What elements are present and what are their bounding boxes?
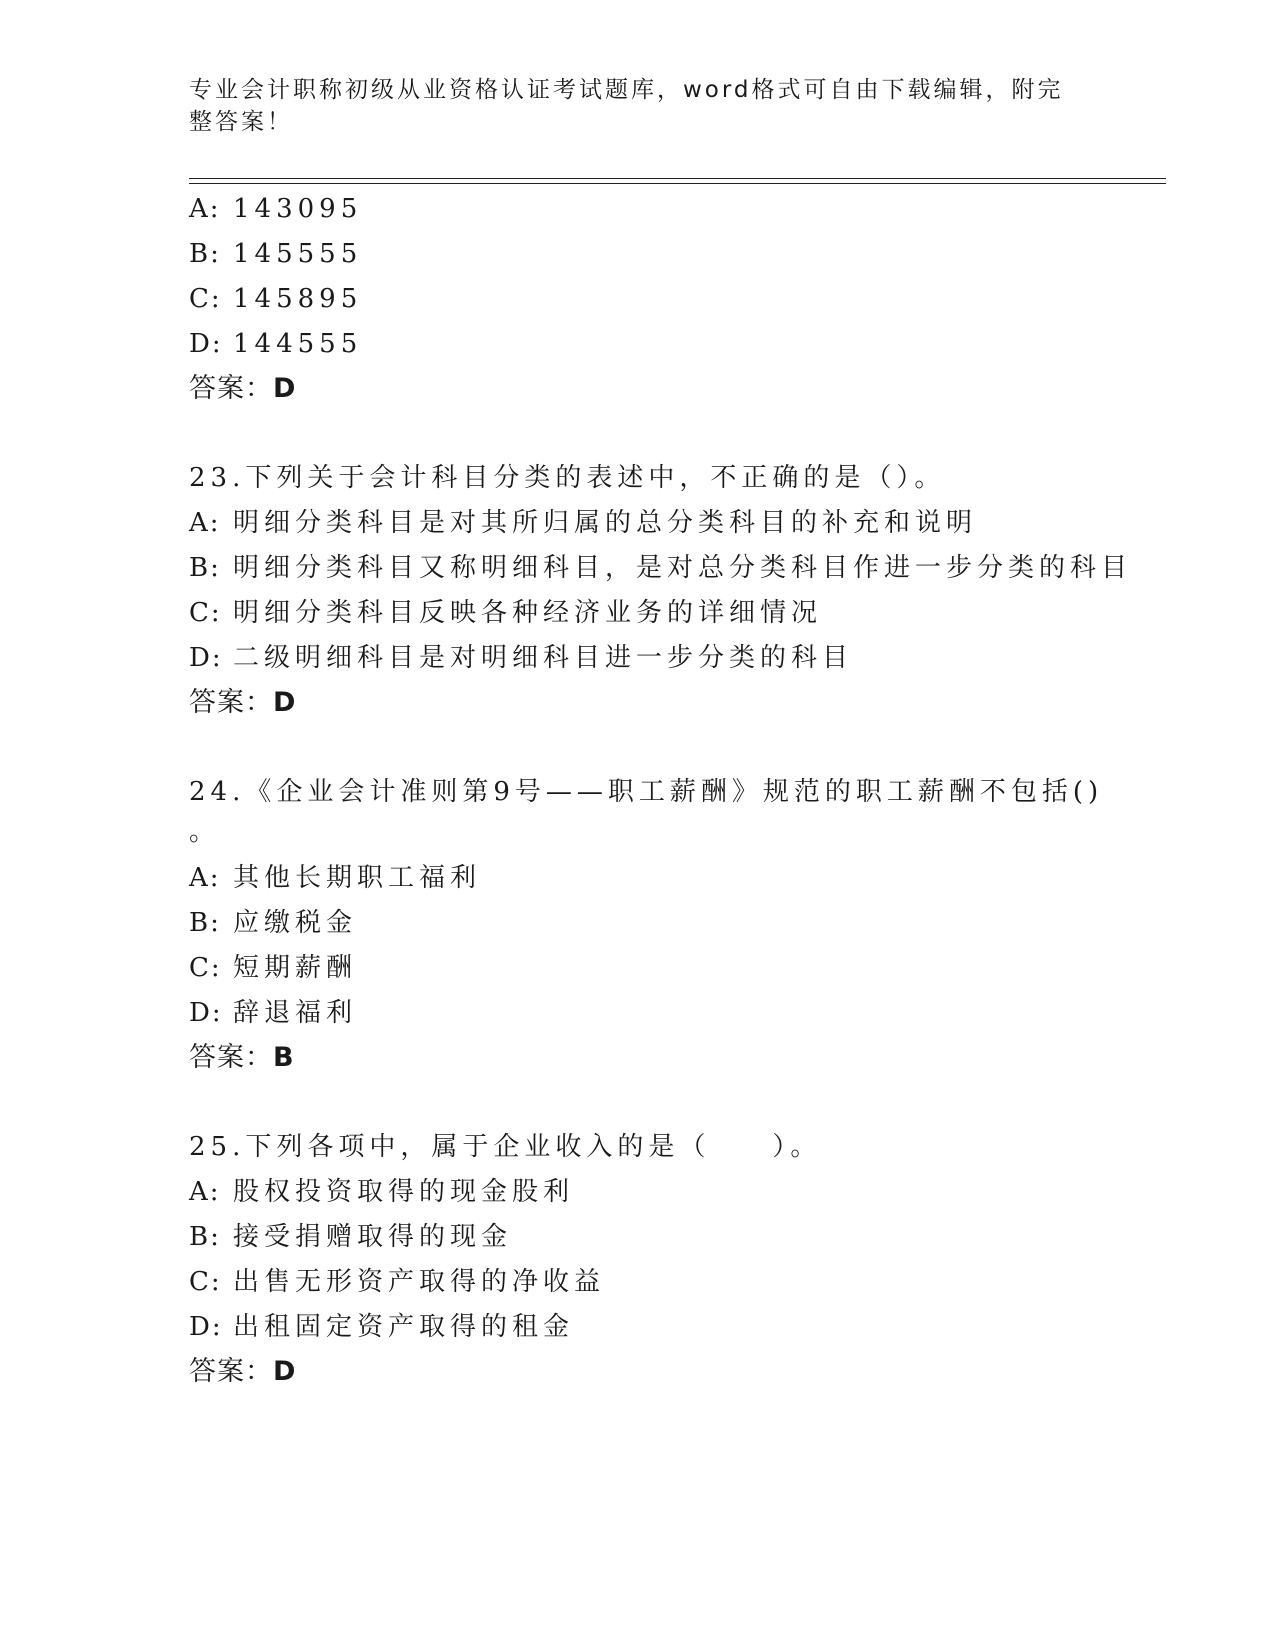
option-text: 短期薪酬: [233, 953, 358, 983]
option-row: [189, 996, 357, 1030]
option-label: D:: [189, 643, 223, 673]
option-row: [189, 1265, 605, 1299]
option-label: A:: [189, 863, 221, 893]
option-row: [189, 861, 481, 895]
answer-line: [189, 1355, 296, 1389]
option-text: 接受捐赠取得的现金: [233, 1222, 513, 1252]
option-row: [189, 282, 362, 316]
option-text: 辞退福利: [233, 998, 358, 1028]
option-label: D:: [189, 998, 223, 1028]
option-row: [189, 327, 362, 361]
answer-label: 答案：: [189, 1356, 273, 1387]
option-row: [189, 1220, 512, 1254]
answer-value: D: [273, 1356, 297, 1387]
question-stem-continuation: 。: [189, 817, 221, 847]
option-label: A:: [189, 1177, 221, 1207]
option-row: [189, 192, 362, 226]
answer-label: 答案：: [189, 1042, 273, 1073]
header-rule-bottom: [189, 183, 1166, 184]
option-text: 145555: [233, 239, 363, 269]
option-text: 144555: [233, 329, 363, 359]
option-label: C:: [189, 953, 222, 983]
option-row: [189, 551, 1132, 585]
header-note: 专业会计职称初级从业资格认证考试题库，word格式可自由下载编辑，附完整答案！: [189, 77, 1064, 135]
question-stem: 25.下列各项中，属于企业收入的是（ ）。: [189, 1132, 822, 1162]
option-label: C:: [189, 1267, 222, 1297]
question-stem: 24.《企业会计准则第9号——职工薪酬》规范的职工薪酬不包括(): [189, 777, 1104, 807]
option-text: 出租固定资产取得的租金: [233, 1312, 575, 1342]
option-row: [189, 506, 977, 540]
option-text: 出售无形资产取得的净收益: [233, 1267, 606, 1297]
option-label: B:: [189, 239, 221, 269]
question-stem: 23.下列关于会计科目分类的表述中，不正确的是（）。: [189, 463, 946, 493]
option-row: [189, 1175, 574, 1209]
option-text: 145895: [233, 284, 363, 314]
answer-label: 答案：: [189, 687, 273, 718]
option-text: 二级明细科目是对明细科目进一步分类的科目: [233, 643, 854, 673]
option-label: C:: [189, 284, 222, 314]
option-label: C:: [189, 598, 222, 628]
option-label: A:: [189, 508, 221, 538]
answer-line: [189, 686, 296, 720]
option-label: B:: [189, 553, 221, 583]
header-rule-top: [189, 178, 1166, 179]
answer-label: 答案：: [189, 373, 273, 404]
option-text: 143095: [233, 194, 363, 224]
answer-line: [189, 372, 296, 406]
answer-line: [189, 1041, 295, 1075]
option-text: 应缴税金: [233, 908, 358, 938]
option-label: D:: [189, 1312, 223, 1342]
option-text: 其他长期职工福利: [233, 863, 482, 893]
option-label: B:: [189, 1222, 221, 1252]
answer-value: D: [273, 687, 297, 718]
answer-value: B: [273, 1042, 295, 1073]
option-row: [189, 641, 853, 675]
option-text: 股权投资取得的现金股利: [233, 1177, 575, 1207]
option-row: [189, 237, 362, 271]
option-label: B:: [189, 908, 221, 938]
option-text: 明细分类科目又称明细科目，是对总分类科目作进一步分类的科目: [233, 553, 1133, 583]
option-label: D:: [189, 329, 223, 359]
option-text: 明细分类科目是对其所归属的总分类科目的补充和说明: [233, 508, 978, 538]
option-row: [189, 951, 357, 985]
option-row: [189, 1310, 574, 1344]
option-text: 明细分类科目反映各种经济业务的详细情况: [233, 598, 823, 628]
answer-value: D: [273, 373, 297, 404]
option-row: [189, 906, 357, 940]
option-label: A:: [189, 194, 221, 224]
option-row: [189, 596, 822, 630]
